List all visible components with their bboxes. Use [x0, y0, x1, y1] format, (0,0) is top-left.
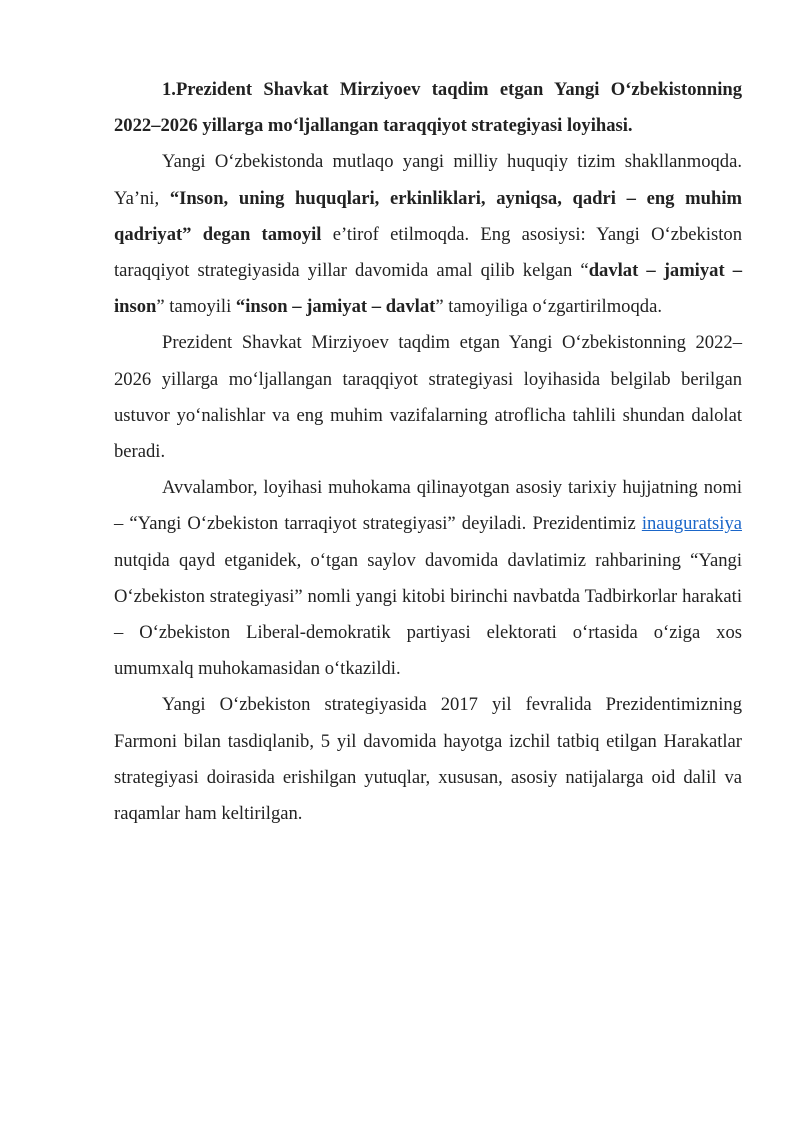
- paragraph-2: Prezident Shavkat Mirziyoev taqdim etgan Yangi O‘zbekistonning 2022–2026 yillarga mo‘ljallangan taraqqiyot strategiyasi loyihasida belgilab berilgan ustuvor yo‘nalishlar va eng muhim vazifalarning atroflicha tahlili shundan dalolat beradi.: [114, 332, 742, 463]
- document-page: [114, 72, 742, 832]
- paragraph-1-bold-new-principle: “inson – jamiyat – davlat: [235, 296, 436, 318]
- paragraph-3-text-2: nutqida qayd etganidek, o‘tgan saylov davomida davlatimiz rahbarining “Yangi O‘zbekiston strategiyasi” nomli yangi kitobi birinchi navbatda Tadbirkorlar harakati – O‘zbekiston Liberal-demokratik partiyasi elektorati o‘rtasida o‘ziga xos umumxalq muhokamasidan o‘tkazildi.: [114, 549, 742, 680]
- paragraph-1: [114, 144, 742, 325]
- paragraph-3: [114, 470, 742, 687]
- paragraph-1-text-4: ” tamoyiliga o‘zgartirilmoqda.: [435, 296, 662, 318]
- paragraph-1-text-1: Yangi O‘zbekistonda mutlaqo yangi milliy huquqiy tizim shakllanmoqda. Ya’ni,: [114, 151, 742, 209]
- paragraph-1-text-3: ” tamoyili: [156, 296, 236, 318]
- paragraph-1-bold-old-principle: davlat – jamiyat – inson: [114, 260, 742, 318]
- paragraph-4: Yangi O‘zbekiston strategiyasida 2017 yil fevralida Prezidentimizning Farmoni bilan tasdiqlanib, 5 yil davomida hayotga izchil tatbiq etilgan Harakatlar strategiyasi doirasida erishilgan yutuqlar, xususan, asosiy natijalarga oid dalil va raqamlar ham keltirilgan.: [114, 694, 742, 825]
- section-heading: 1.Prezident Shavkat Mirziyoev taqdim etgan Yangi O‘zbekistonning 2022–2026 yillarga mo‘ljallangan taraqqiyot strategiyasi loyihasi.: [114, 79, 742, 137]
- paragraph-1-text-2: e’tirof etilmoqda. Eng asosiysi: Yangi O‘zbekiston taraqqiyot strategiyasida yillar davomida amal qilib kelgan “: [114, 223, 742, 282]
- paragraph-1-bold-principle: “Inson, uning huquqlari, erkinliklari, ayniqsa, qadri – eng muhim qadriyat” degan tamoyil: [114, 187, 742, 245]
- inauguratsiya-link[interactable]: inauguratsiya: [641, 513, 742, 535]
- paragraph-3-text-1: Avvalambor, loyihasi muhokama qilinayotgan asosiy tarixiy hujjatning nomi – “Yangi O‘zbekiston tarraqiyot strategiyasi” deyiladi. Prezidentimiz: [114, 477, 742, 535]
